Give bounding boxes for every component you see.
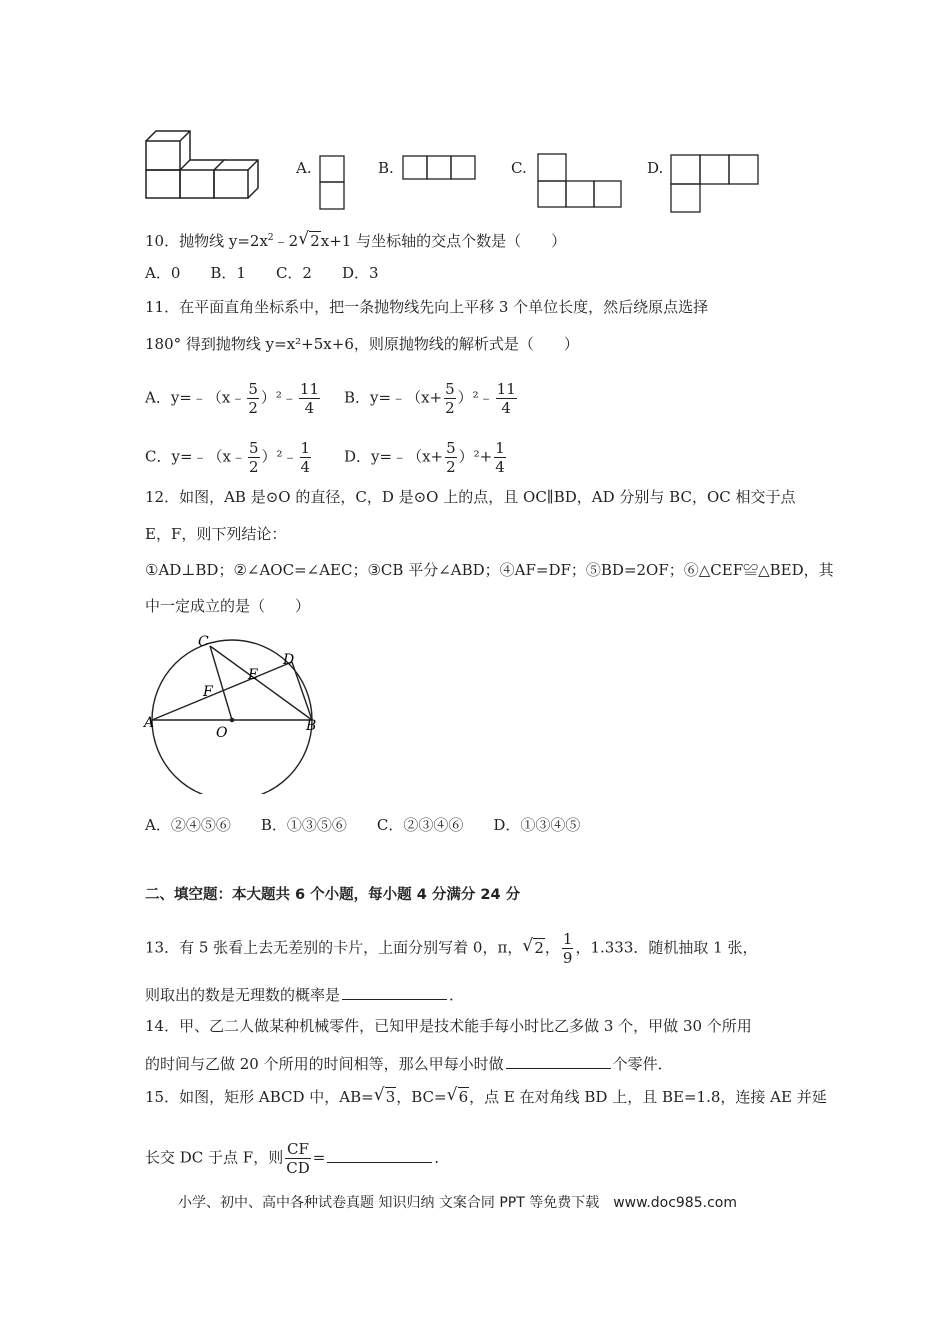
answer-blank[interactable]: [342, 983, 447, 1000]
question-12-line2: E，F，则下列结论：: [145, 525, 287, 543]
question-13-line1: 13．有 5 张看上去无差别的卡片，上面分别写着 0，π，√ 2， $\frac{1}{9}$ ，1.333．随机抽取 1 张，: [145, 930, 757, 967]
question-11-option-a: A．y=﹣（x﹣ $\frac{5}{2}$ ）²﹣ $\frac{11}{4}$: [145, 380, 319, 417]
question-10-choices: A．0 B．1 C．2 D．3: [145, 264, 379, 282]
option-c-label: C.: [511, 159, 527, 177]
option-d-view: [669, 153, 761, 215]
circle-geometry-figure: [140, 632, 322, 794]
point-e-label: E: [248, 667, 259, 683]
option-d-label: D.: [647, 159, 664, 177]
option-a-label: A.: [296, 159, 312, 177]
question-11-option-d: D．y=﹣（x+ $\frac{5}{2}$ ）²+ $\frac{1}{4}$: [344, 439, 505, 476]
point-c-label: C: [198, 634, 209, 650]
question-11-option-c: C．y=﹣（x﹣ $\frac{5}{2}$ ）²﹣ $\frac{1}{4}$: [145, 439, 311, 476]
page-footer: 小学、初中、高中各种试卷真题 知识归纳 文案合同 PPT 等免费下载 www.doc985.com: [178, 1195, 737, 1211]
answer-blank[interactable]: [327, 1146, 432, 1163]
question-12-line4: 中一定成立的是（ ）: [145, 597, 311, 615]
question-12-choices: A．②④⑤⑥ B．①③⑤⑥ C．②③④⑥ D．①③④⑤: [145, 816, 581, 834]
cube-solid-figure: [143, 127, 263, 199]
question-14-line2: 的时间与乙做 20 个所用的时间相等，那么甲每小时做 个零件．: [145, 1052, 673, 1074]
point-f-label: F: [203, 684, 213, 700]
option-a-view: [318, 154, 348, 212]
question-11-line2: 180° 得到抛物线 y=x²+5x+6，则原抛物线的解析式是（ ）: [145, 335, 579, 353]
question-11-option-b: B．y=﹣（x+ $\frac{5}{2}$ ）²﹣ $\frac{11}{4}$: [344, 380, 516, 417]
section-2-title: 二、填空题：本大题共 6 个小题，每小题 4 分满分 24 分: [145, 887, 521, 903]
question-15-line2: 长交 DC 于点 F，则 $\frac{CF}{CD}$ = ．: [145, 1140, 450, 1177]
question-15-line1: 15．如图，矩形 ABCD 中，AB=√ 3，BC=√ 6，点 E 在对角线 BD 上，且 BE=1.8，连接 AE 并延: [145, 1087, 827, 1107]
point-a-label: A: [144, 715, 155, 731]
question-14-line1: 14．甲、乙二人做某种机械零件，已知甲是技术能手每小时比乙多做 3 个，甲做 30 个所用: [145, 1017, 752, 1035]
point-d-label: D: [283, 652, 295, 668]
question-12-line3: ①AD⊥BD；②∠AOC=∠AEC；③CB 平分∠ABD；④AF=DF；⑤BD=2OF；⑥△CEF≌△BED，其: [145, 561, 834, 579]
question-12-line1: 12．如图，AB 是⊙O 的直径，C，D 是⊙O 上的点，且 OC∥BD，AD 分别与 BC，OC 相交于点: [145, 488, 796, 506]
answer-blank[interactable]: [506, 1052, 611, 1069]
point-b-label: B: [306, 718, 317, 734]
question-10: 10．抛物线 $y=2x^2﹣2√$ 2x+1 与坐标轴的交点个数是（ ）: [145, 228, 566, 251]
question-11-line1: 11．在平面直角坐标系中，把一条抛物线先向上平移 3 个单位长度，然后绕原点选择: [145, 298, 709, 316]
option-b-view: [401, 154, 477, 182]
sqrt-2: √ 2: [298, 231, 321, 251]
sqrt-2: √ 2: [522, 938, 545, 958]
question-13-line2: 则取出的数是无理数的概率是 ．: [145, 983, 464, 1005]
sqrt-6: √ 6: [447, 1087, 470, 1107]
option-c-view: [536, 152, 624, 210]
option-b-label: B.: [378, 159, 394, 177]
sqrt-3: √ 3: [374, 1087, 397, 1107]
point-o-label: O: [216, 725, 228, 741]
